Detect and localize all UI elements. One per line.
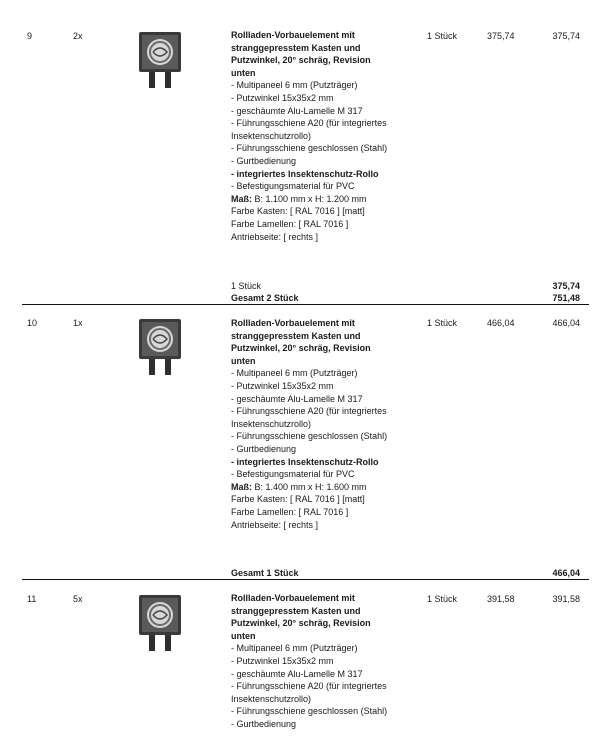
spec-line: - Befestigungsmaterial für PVC [231,469,355,480]
subtotal-unit-label: 1 Stück [231,281,262,291]
group-total-label: Gesamt 1 Stück [231,568,299,578]
spec-line: - Multipaneel 6 mm (Putzträger) [231,643,358,654]
separator [22,304,589,305]
item-position: 10 [27,318,38,328]
spec-line: - Führungsschiene A20 (für integriertes [231,118,387,129]
spec-line: - Führungsschiene A20 (für integriertes [231,406,387,417]
spec-line: - integriertes Insektenschutz-Rollo [231,168,379,179]
color-slat-line: Farbe Lamellen: [ RAL 7016 ] [231,218,349,229]
spec-line: - Führungsschiene geschlossen (Stahl) [231,431,388,442]
item-description [231,29,471,243]
spec-line: - Gurtbedienung [231,443,297,454]
title-line: Putzwinkel, 20° schräg, Revision [231,343,371,354]
unit-label: 1 Stück [427,31,458,41]
line-total: 391,58 [552,594,580,604]
spec-line: Insektenschutzrollo) [231,693,312,704]
drive-side-line: Antriebseite: [ rechts ] [231,231,319,242]
item-position: 9 [27,31,33,41]
item-quantity: 2x [73,31,83,41]
title-line: Putzwinkel, 20° schräg, Revision [231,618,371,629]
spec-line: - Befestigungsmaterial für PVC [231,181,355,192]
spec-line: - Putzwinkel 15x35x2 mm [231,92,334,103]
roller-shutter-thumbnail [137,317,183,377]
group-total-value: 466,04 [552,568,580,578]
color-box-line: Farbe Kasten: [ RAL 7016 ] [matt] [231,494,365,505]
roller-shutter-thumbnail [137,30,183,90]
unit-label: 1 Stück [427,594,458,604]
spec-line: - geschäumte Alu-Lamelle M 317 [231,668,363,679]
title-line: unten [231,630,256,641]
item-description [231,317,471,531]
title-line: stranggepresstem Kasten und [231,42,361,53]
title-line: unten [231,67,256,78]
spec-line: Insektenschutzrollo) [231,130,312,141]
line-total: 466,04 [552,318,580,328]
spec-line: - Führungsschiene geschlossen (Stahl) [231,706,388,717]
spec-line: - Multipaneel 6 mm (Putzträger) [231,80,358,91]
title-line: stranggepresstem Kasten und [231,605,361,616]
item-description [231,592,471,731]
spec-line: - geschäumte Alu-Lamelle M 317 [231,393,363,404]
spec-line: Insektenschutzrollo) [231,418,312,429]
spec-line: - Gurtbedienung [231,155,297,166]
spec-line: - Führungsschiene A20 (für integriertes [231,681,387,692]
group-total-label: Gesamt 2 Stück [231,293,299,303]
title-line: unten [231,355,256,366]
title-line: stranggepresstem Kasten und [231,330,361,341]
dimension-line: Maß: B: 1.100 mm x H: 1.200 mm [231,193,367,204]
line-total: 375,74 [552,31,580,41]
roller-shutter-thumbnail [137,593,183,653]
item-quantity: 1x [73,318,83,328]
group-total-value: 751,48 [552,293,580,303]
color-box-line: Farbe Kasten: [ RAL 7016 ] [matt] [231,206,365,217]
unit-price: 391,58 [487,594,515,604]
title-line: Rollladen-Vorbauelement mit [231,30,355,40]
title-line: Rollladen-Vorbauelement mit [231,318,355,328]
title-line: Putzwinkel, 20° schräg, Revision [231,55,371,66]
spec-line: - Gurtbedienung [231,718,297,729]
item-position: 11 [27,594,37,604]
unit-label: 1 Stück [427,318,458,328]
title-line: Rollladen-Vorbauelement mit [231,593,355,603]
spec-line: - Putzwinkel 15x35x2 mm [231,380,334,391]
spec-line: - Multipaneel 6 mm (Putzträger) [231,368,358,379]
separator [22,579,589,580]
spec-line: - Putzwinkel 15x35x2 mm [231,655,334,666]
unit-price: 375,74 [487,31,515,41]
dimension-line: Maß: B: 1.400 mm x H: 1.600 mm [231,481,367,492]
subtotal-unit-value: 375,74 [552,281,580,291]
spec-line: - geschäumte Alu-Lamelle M 317 [231,105,363,116]
spec-line: - integriertes Insektenschutz-Rollo [231,456,379,467]
color-slat-line: Farbe Lamellen: [ RAL 7016 ] [231,506,349,517]
drive-side-line: Antriebseite: [ rechts ] [231,519,319,530]
unit-price: 466,04 [487,318,515,328]
spec-line: - Führungsschiene geschlossen (Stahl) [231,143,388,154]
item-quantity: 5x [73,594,83,604]
